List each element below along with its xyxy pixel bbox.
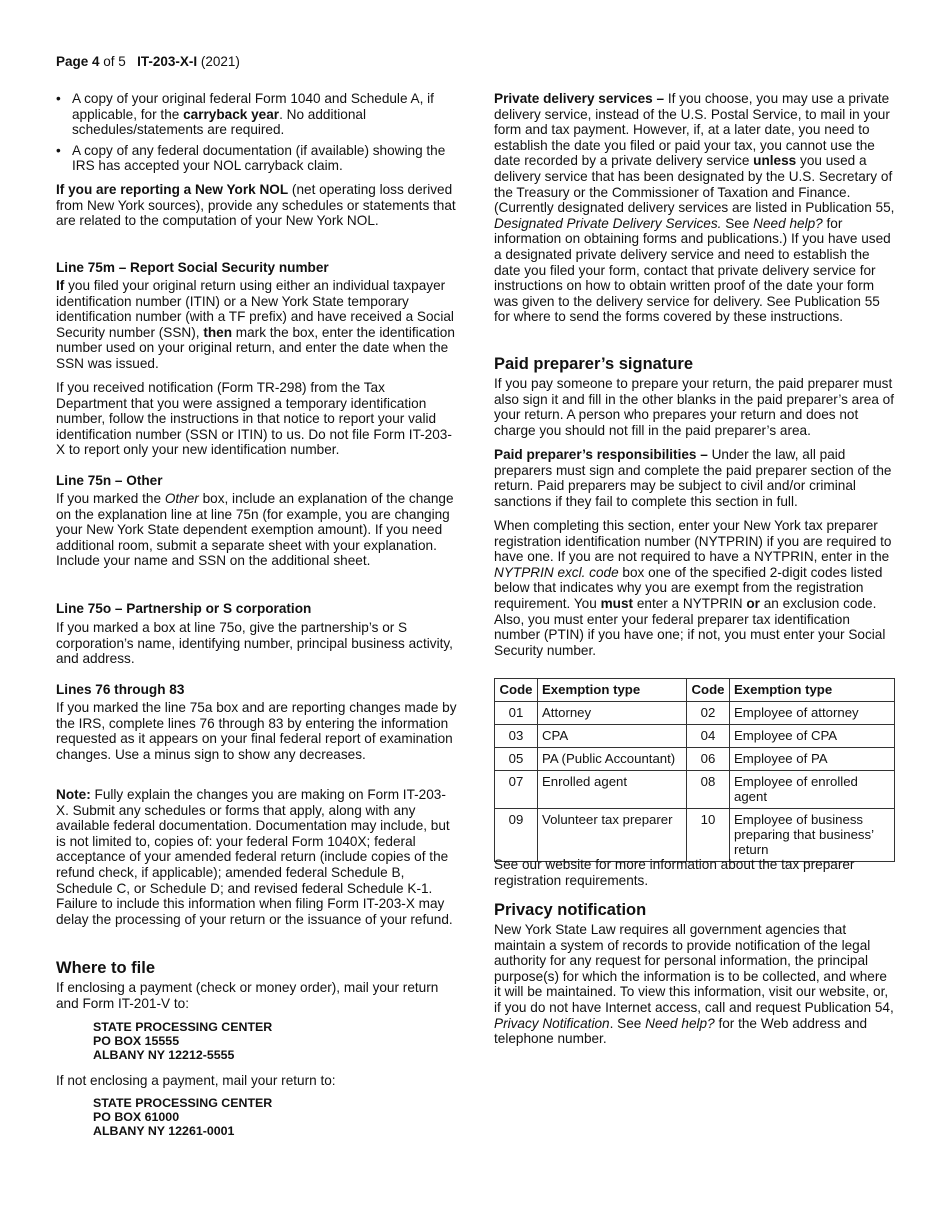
where-to-file-no-payment: If not enclosing a payment, mail your return to: bbox=[56, 1073, 336, 1088]
line-75m-paragraph: If you filed your original return using either an individual taxpayer identification number (ITIN) or a New York State temporary identification number (with a TF prefix) and have received a Social Security number (SSN), then mark the box, enter the identification number used on your original return, and enter the date when the SSN was issued. bbox=[56, 278, 455, 371]
table-row: 05 PA (Public Accountant) 06 Employee of PA bbox=[495, 748, 895, 771]
page-of: of 5 bbox=[103, 54, 126, 69]
list-item: • A copy of any federal documentation (if available) showing the IRS has accepted your NOL carryback claim. bbox=[56, 143, 458, 174]
note-paragraph: Note: Fully explain the changes you are making on Form IT-203-X. Submit any schedules or forms that apply, along with any available federal documentation. Documentation may include, but is not limited to, copies of: your federal Form 1040X; federal acceptance of your amended federal return (include copies of the refund check, if applicable); amended federal Schedule B, Schedule C, or Schedule D; and revised federal Schedule K-1. Failure to include this information when filing Form IT-203-X may delay the processing of your return or the issuance of your refund. bbox=[56, 787, 453, 927]
privacy-heading: Privacy notification bbox=[494, 901, 647, 919]
line-75n-paragraph: If you marked the Other box, include an explanation of the change on the explanation line at line 75n (for example, you are changing your New York State dependent exemption amount). If you need additional room, submit a separate sheet with your explanation. Include your name and SSN on the additional sheet. bbox=[56, 491, 454, 569]
line-75n-heading: Line 75n – Other bbox=[56, 473, 163, 488]
lines-76-83-heading: Lines 76 through 83 bbox=[56, 682, 185, 697]
table-row: 07 Enrolled agent 08 Employee of enrolled agent bbox=[495, 771, 895, 809]
line-75o-heading: Line 75o – Partnership or S corporation bbox=[56, 601, 312, 616]
where-to-file-heading: Where to file bbox=[56, 959, 156, 977]
table-row: 03 CPA 04 Employee of CPA bbox=[495, 725, 895, 748]
page-number: Page 4 bbox=[56, 54, 100, 69]
nytprin-paragraph: When completing this section, enter your New York tax preparer registration identification number (NYTPRIN) if you are required to have one. If you are not required to have a NYTPRIN, enter in the NYTPRIN excl. code box one of the specified 2-digit codes listed below that indicates why you are exempt from the registration requirement. You must enter a NYTPRIN or an exclusion code. Also, you must enter your federal preparer tax identification number (PTIN) if you have one; if not, you must enter your Social Security number. bbox=[494, 518, 892, 658]
lines-76-83-paragraph: If you marked the line 75a box and are reporting changes made by the IRS, complete lines 76 through 83 by entering the information requested as it appears on your final federal report of examination changes. Use a minus sign to show any decreases. bbox=[56, 700, 457, 762]
private-delivery-paragraph: Private delivery services – If you choose, you may use a private delivery service, instead of the U.S. Postal Service, to mail in your form and tax payment. However, if, at a later date, you need to establish the date you filed or paid your tax, you cannot use the date recorded by a private delivery service unless you used a delivery service that has been designated by the U.S. Secretary of the Treasury or the Commissioner of Taxation and Finance. (Currently designated delivery services are listed in Publication 55, Designated Private Delivery Services. See Need help? for information on obtaining forms and publications.) If you have used a designated private delivery service and need to establish the date you filed your form, contact that private delivery service for instructions on how to obtain written proof of the date your form was given to the delivery service for delivery. See Publication 55 for where to send the forms covered by these instructions. bbox=[494, 91, 895, 325]
table-header-row bbox=[495, 679, 895, 702]
exemption-codes-table bbox=[494, 678, 895, 862]
table-row: 01 Attorney 02 Employee of attorney bbox=[495, 702, 895, 725]
page-header bbox=[56, 54, 240, 70]
paid-preparer-heading: Paid preparer’s signature bbox=[494, 355, 693, 373]
column-header: Exemption type bbox=[730, 679, 895, 702]
form-year: (2021) bbox=[200, 54, 240, 69]
column-header: Code bbox=[687, 679, 730, 702]
line-75m-heading: Line 75m – Report Social Security number bbox=[56, 260, 329, 275]
form-number: IT-203-X-I bbox=[137, 54, 198, 69]
privacy-paragraph: New York State Law requires all government agencies that maintain a system of records to provide notification of the legal authority for any request for personal information, the principal purpose(s) for which the information is to be collected, and where it will be maintained. To view this information, visit our website, or, if you do not have Internet access, call and request Publication 54, Privacy Notification. See Need help? for the Web address and telephone number. bbox=[494, 922, 894, 1047]
nol-paragraph: If you are reporting a New York NOL (net operating loss derived from New York sources), provide any schedules or statements that are related to the computation of your New York NOL. bbox=[56, 182, 456, 229]
no-payment-address: STATE PROCESSING CENTER PO BOX 61000 ALBANY NY 12261-0001 bbox=[93, 1096, 273, 1138]
line-75o-paragraph: If you marked a box at line 75o, give the partnership’s or S corporation’s name, identifying number, principal business activity, and address. bbox=[56, 620, 453, 667]
line-75m-notification: If you received notification (Form TR-298) from the Tax Department that you were assigned a temporary identification number, follow the instructions in that notice to report your valid identification number (SSN or ITIN) to us. Do not file Form IT-203-X to report only your new identification number. bbox=[56, 380, 452, 458]
requirements-list bbox=[56, 91, 458, 174]
paid-preparer-responsibilities: Paid preparer’s responsibilities – Under the law, all paid preparers must sign and complete the paid preparer section of the return. Paid preparers may be subject to civil and/or criminal sanctions if they fail to complete this section in full. bbox=[494, 447, 892, 509]
website-paragraph: See our website for more information about the tax preparer registration requirements. bbox=[494, 857, 855, 888]
table-row: 09 Volunteer tax preparer 10 Employee of business preparing that business’ return bbox=[495, 809, 895, 862]
column-header: Code bbox=[495, 679, 538, 702]
paid-preparer-paragraph: If you pay someone to prepare your return, the paid preparer must also sign it and fill in the other blanks in the paid preparer’s area of your return. A person who prepares your return and does not charge you should not fill in the paid preparer’s area. bbox=[494, 376, 895, 438]
column-header: Exemption type bbox=[538, 679, 687, 702]
payment-address: STATE PROCESSING CENTER PO BOX 15555 ALBANY NY 12212-5555 bbox=[93, 1020, 273, 1062]
list-item: • A copy of your original federal Form 1040 and Schedule A, if applicable, for the carryback year. No additional schedules/statements are required. bbox=[56, 91, 458, 138]
where-to-file-payment: If enclosing a payment (check or money order), mail your return and Form IT-201-V to: bbox=[56, 980, 439, 1011]
